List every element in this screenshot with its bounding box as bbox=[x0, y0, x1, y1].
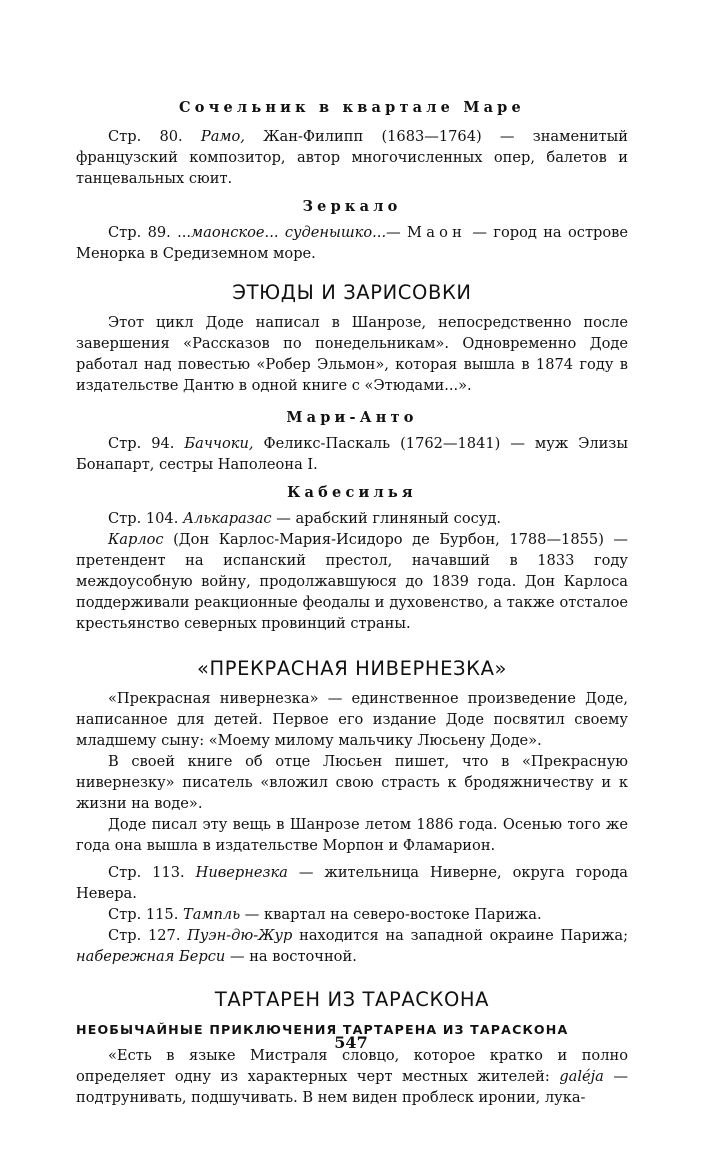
note-paragraph: Стр. 94. Баччоки, Феликс-Паскаль (1762—1841) — муж Элизы Бонапарт, сестры Наполеона I. bbox=[76, 435, 628, 473]
section-heading-sochelnik: Сочельник в квартале Маре bbox=[179, 99, 525, 116]
note-paragraph: «Прекрасная нивернезка» — единственное произведение Доде, написанное для детей. Первое его издание Доде посвятил своему младшему сыну: «Моему милому мальчику Люсьену Доде». bbox=[76, 690, 628, 749]
note-paragraph: В своей книге об отце Люсьен пишет, что в «Прекрасную нивернезку» писатель «вложил свою страсть к бродяжничеству и к жизни на воде». bbox=[76, 753, 628, 812]
note-paragraph: Стр. 104. Алькаразас — арабский глиняный сосуд. bbox=[108, 510, 502, 527]
subchapter-title: НЕОБЫЧАЙНЫЕ ПРИКЛЮЧЕНИЯ ТАРТАРЕНА ИЗ ТАРАСКОНА bbox=[76, 1022, 569, 1037]
note-paragraph: Стр. 115. Тампль — квартал на северо-востоке Парижа. bbox=[108, 906, 542, 923]
note-paragraph: Стр. 127. Пуэн-дю-Жур находится на западной окраине Парижа; набережная Берси — на восточной. bbox=[76, 927, 628, 965]
section-heading-kabesilya: Кабесилья bbox=[287, 484, 417, 501]
note-paragraph: Стр. 80. Рамо, Жан-Филипп (1683—1764) — знаменитый французский композитор, автор многочисленных опер, балетов и танцевальных сюит. bbox=[76, 128, 628, 187]
chapter-title-tartaren: ТАРТАРЕН ИЗ ТАРАСКОНА bbox=[214, 988, 490, 1011]
page-number: 547 bbox=[334, 1033, 368, 1052]
note-paragraph: Стр. 113. Нивернезка — жительница Ниверне, округа города Невера. bbox=[76, 864, 628, 902]
note-paragraph: Доде писал эту вещь в Шанрозе летом 1886 года. Осенью того же года она вышла в издательстве Морпон и Фламарион. bbox=[76, 816, 628, 854]
note-paragraph: «Есть в языке Мистраля словцо, которое кратко и полно определяет одну из характерных черт местных жителей: galéja — подтрунивать, подшучивать. В нем виден проблеск иронии, лука- bbox=[76, 1047, 628, 1106]
chapter-title-nivernezka: «ПРЕКРАСНАЯ НИВЕРНЕЗКА» bbox=[196, 657, 508, 680]
note-paragraph: Стр. 89. ...маонское... суденышко...— Маон — город на острове Менорка в Средиземном море. bbox=[76, 224, 628, 262]
section-heading-zerkalo: Зеркало bbox=[302, 198, 402, 215]
note-paragraph: Карлос (Дон Карлос-Мария-Исидоро де Бурбон, 1788—1855) — претендент на испанский престол, начавший в 1833 году междоусобную войну, продолжавшуюся до 1839 года. Дон Карлоса поддерживали реакционные феодалы и духовенство, а также отсталое крестьянство северных провинций страны. bbox=[76, 531, 628, 632]
page-content bbox=[76, 98, 628, 1108]
section-heading-mari-anto: Мари-Анто bbox=[286, 409, 418, 426]
chapter-title-etyudy: ЭТЮДЫ И ЗАРИСОВКИ bbox=[232, 281, 472, 304]
note-paragraph: Этот цикл Доде написал в Шанрозе, непосредственно после завершения «Рассказов по понедельникам». Одновременно Доде работал над повестью «Робер Эльмон», которая вышла в 1874 году в издательстве Дантю в одной книге с «Этюдами...». bbox=[76, 314, 628, 394]
